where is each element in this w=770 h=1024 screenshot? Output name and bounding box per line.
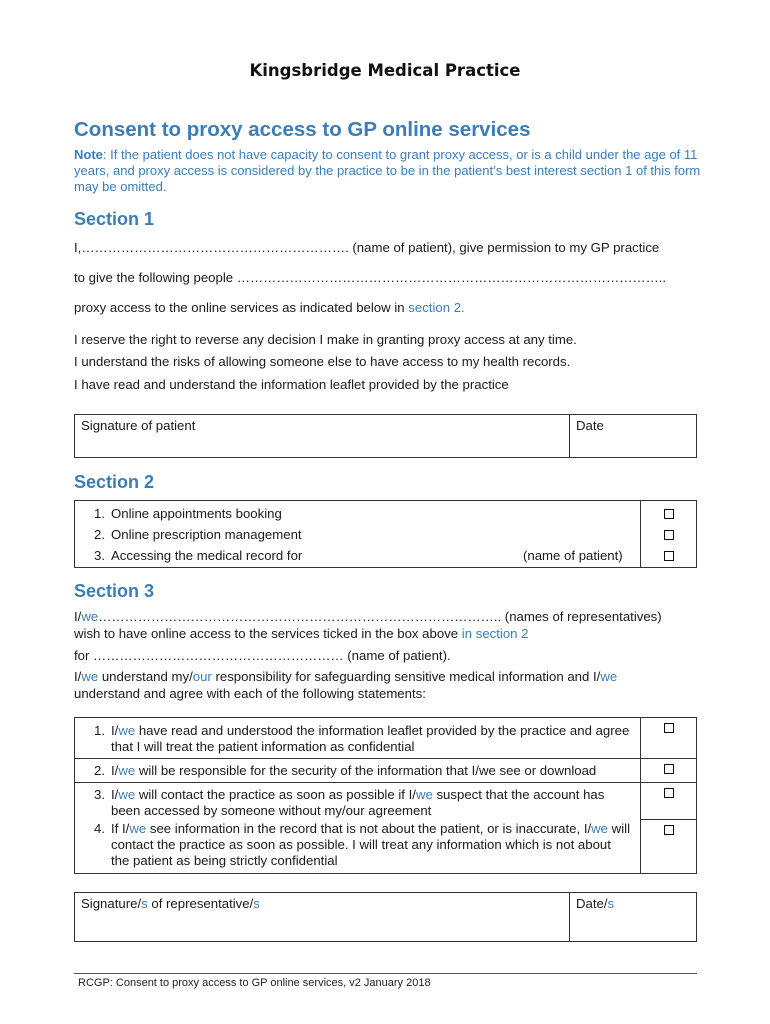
text-i: If I/	[111, 821, 130, 836]
text-we: we	[118, 723, 136, 738]
representative-signature-table	[74, 892, 697, 942]
proxy-access-line	[74, 300, 465, 315]
statement-row	[75, 783, 641, 820]
statement-text	[111, 821, 632, 869]
statements-table	[74, 717, 697, 874]
section2-heading: Section 2	[74, 472, 155, 492]
section1-heading: Section 1	[74, 209, 155, 229]
services-checkboxes	[641, 501, 697, 568]
practice-name: Kingsbridge Medical Practice	[249, 61, 521, 80]
service-number: 2.	[94, 527, 105, 542]
text-we: we	[81, 609, 99, 624]
text-i: I/	[111, 723, 119, 738]
plural-s: s	[253, 896, 260, 911]
text-i: I/	[111, 787, 119, 802]
statement-body: have read and understood the information leaflet provided by the practice and agree that I will treat the patient information as confidential	[111, 723, 630, 754]
statement-number: 4.	[94, 821, 105, 836]
statement-row	[75, 819, 641, 874]
service-item	[75, 503, 640, 524]
checkbox-statement-2[interactable]	[664, 764, 674, 774]
note-text: : If the patient does not have capacity to consent to grant proxy access, or is a child under the age of 11 years, and proxy access is considered by the practice to be in the patient’s best interest section 1 of this form may be omitted.	[74, 147, 701, 194]
note-label: Note	[74, 147, 103, 162]
statement-body: will contact the practice as soon as possible if I/	[135, 787, 416, 802]
text-we: we	[118, 763, 136, 778]
patient-name-line: I,……………………………………………………. (name of patient), give permission to my GP practice	[74, 240, 660, 255]
representative-signature-field[interactable]	[75, 893, 570, 942]
patient-signature-table	[74, 414, 697, 458]
checkbox-statement-3[interactable]	[664, 788, 674, 798]
text-i: I/	[74, 609, 82, 624]
service-label: Accessing the medical record for	[111, 548, 303, 563]
proxy-people-line: to give the following people ……………………………………………………………………………………..	[74, 270, 667, 285]
footer-text: RCGP: Consent to proxy access to GP online services, v2 January 2018	[78, 977, 431, 989]
representatives-text: ……………………………………………………………………………….. (names of representatives)	[98, 609, 662, 624]
service-suffix: (name of patient)	[523, 548, 623, 563]
statement-number: 3.	[94, 787, 105, 802]
agree-statements-line: understand and agree with each of the following statements:	[74, 686, 426, 701]
online-access-line	[74, 626, 529, 641]
checkbox-statement-4[interactable]	[664, 825, 674, 835]
representatives-line	[74, 609, 662, 624]
statement-row	[75, 759, 641, 783]
service-item	[75, 524, 640, 545]
services-table	[74, 500, 697, 568]
statement-number: 2.	[94, 763, 105, 778]
text-we: we	[591, 821, 609, 836]
text-i: I/	[74, 669, 82, 684]
statement-row	[75, 718, 641, 759]
statement-risks: I understand the risks of allowing someone else to have access to my health records.	[74, 354, 571, 369]
statement-text	[111, 763, 596, 779]
text-we: we	[81, 669, 99, 684]
checkbox-medical-record[interactable]	[664, 551, 674, 561]
section2-reference: section 2.	[408, 300, 465, 315]
text-we: we	[600, 669, 618, 684]
statement-body: suspect that the account has been accessed by someone without my/our agreement	[111, 787, 605, 818]
plural-s: s	[607, 896, 615, 911]
signature-text: Signature/	[81, 896, 142, 911]
statement-leaflet: I have read and understand the information leaflet provided by the practice	[74, 377, 509, 392]
patient-signature-label: Signature of patient	[81, 418, 196, 433]
note-paragraph	[74, 147, 704, 195]
text-i: I/	[111, 763, 119, 778]
responsibility-intro	[74, 669, 617, 684]
checkbox-appointments[interactable]	[664, 509, 674, 519]
date-text: Date/	[576, 896, 608, 911]
patient-date-label: Date	[576, 418, 604, 433]
statement-body: see information in the record that is not about the patient, or is inaccurate, I/	[146, 821, 592, 836]
footer-divider	[74, 973, 697, 974]
statement-text	[111, 787, 632, 819]
text-we: we	[129, 821, 147, 836]
text-understand: understand my/	[98, 669, 193, 684]
statement-body: will be responsible for the security of the information that I/we see or download	[135, 763, 597, 778]
statement-checkbox-cell	[641, 819, 697, 874]
service-item	[75, 545, 640, 566]
statement-text	[111, 723, 632, 755]
section3-heading: Section 3	[74, 581, 155, 601]
statement-checkbox-cell	[641, 759, 697, 783]
patient-date-field[interactable]	[570, 415, 697, 458]
service-number: 1.	[94, 506, 105, 521]
text-we: we	[415, 787, 433, 802]
checkbox-statement-1[interactable]	[664, 723, 674, 733]
statement-body: will contact the practice as soon as possible. I will treat any information which is not about the patient as being strictly confidential	[111, 821, 630, 868]
services-list	[75, 501, 641, 568]
service-number: 3.	[94, 548, 105, 563]
statement-checkbox-cell	[641, 783, 697, 820]
online-access-text: wish to have online access to the services ticked in the box above	[74, 626, 462, 641]
statement-reverse: I reserve the right to reverse any decision I make in granting proxy access at any time.	[74, 332, 577, 347]
service-label: Online appointments booking	[111, 506, 282, 521]
text-we: we	[118, 787, 136, 802]
page-title: Consent to proxy access to GP online services	[74, 118, 531, 141]
section2-link: in section 2	[461, 626, 529, 641]
plural-s: s	[141, 896, 148, 911]
statement-number: 1.	[94, 723, 105, 738]
service-label: Online prescription management	[111, 527, 302, 542]
text-responsibility: responsibility for safeguarding sensitive medical information and I/	[211, 669, 601, 684]
checkbox-prescriptions[interactable]	[664, 530, 674, 540]
proxy-access-text: proxy access to the online services as indicated below in	[74, 300, 409, 315]
representative-text: of representative/	[147, 896, 254, 911]
patient-signature-field[interactable]	[75, 415, 570, 458]
for-patient-line: for ………………………………………………… (name of patient).	[74, 648, 451, 663]
text-our: our	[192, 669, 212, 684]
representative-date-field[interactable]	[570, 893, 697, 942]
statement-checkbox-cell	[641, 718, 697, 759]
